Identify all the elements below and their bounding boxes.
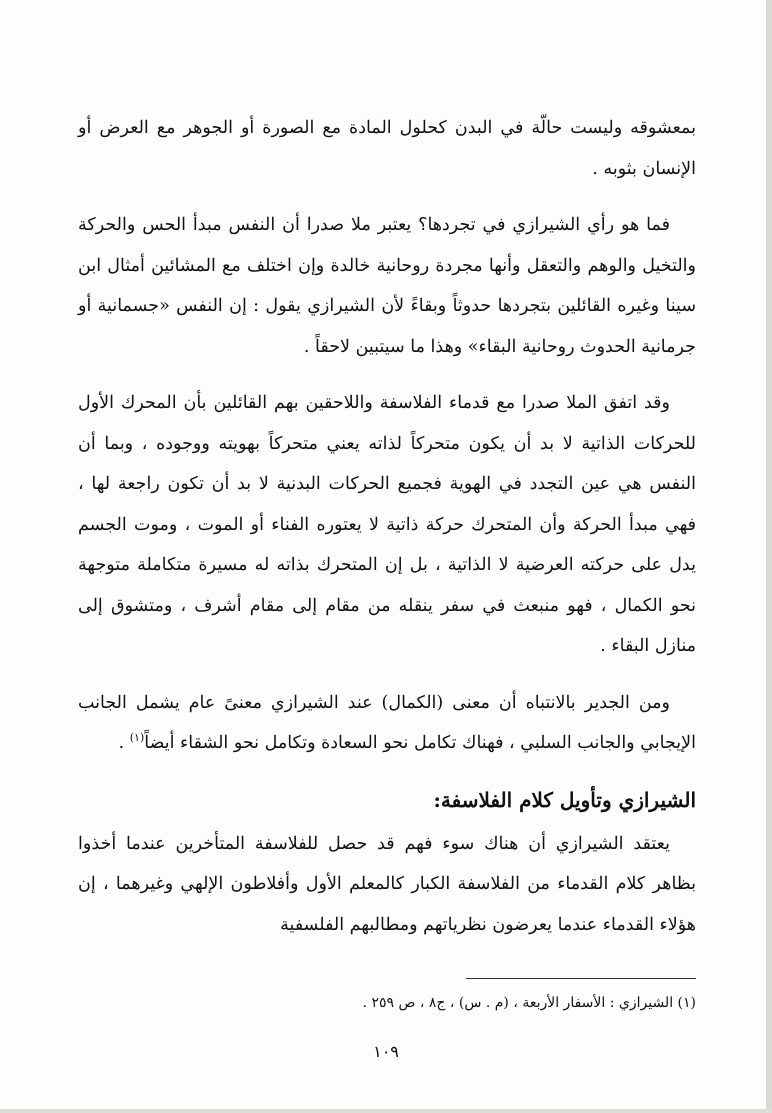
paragraph-5: يعتقد الشيرازي أن هناك سوء فهم قد حصل للفلاسفة المتأخرين عندما أخذوا بظاهر كلام القدماء من الفلاسفة الكبار كالمعلم الأول وأفلاطون الإلهي وغيرهما ، إن هؤلاء القدماء عندما يعرضون نظرياتهم ومطالبهم الفلسفية bbox=[78, 833, 696, 935]
footnote-divider bbox=[466, 978, 696, 979]
page-number: ١٠٩ bbox=[373, 1042, 399, 1061]
footnote-reference: (١) bbox=[129, 731, 145, 745]
paragraph-4-text: ومن الجدير بالانتباه أن معنى (الكمال) عند الشيرازي معنىً عام يشمل الجانب الإيجابي والجانب السلبي ، فهناك تكامل نحو السعادة وتكامل نحو الشقاء أيضاً bbox=[78, 692, 696, 753]
page-edge-shadow bbox=[766, 0, 772, 1113]
paragraph-2: فما هو رأي الشيرازي في تجردها؟ يعتبر ملا صدرا أن النفس مبدأ الحس والحركة والتخيل والوهم والتعقل وأنها مجردة روحانية خالدة وإن اختلف مع المشائين أمثال ابن سينا وغيره القائلين بتجردها حدوثاً وبقاءً لأن الشيرازي يقول : إن النفس «جسمانية أو جرمانية الحدوث روحانية البقاء» وهذا ما سيتبين لاحقاً . bbox=[78, 215, 696, 357]
paragraph-1: بمعشوقه وليست حالّة في البدن كحلول المادة مع الصورة أو الجوهر مع العرض أو الإنسان بثوبه . bbox=[78, 118, 696, 179]
paragraph-4 bbox=[78, 683, 696, 764]
paragraph-4-end: . bbox=[118, 733, 130, 753]
paragraph-3: وقد اتفق الملا صدرا مع قدماء الفلاسفة واللاحقين بهم القائلين بأن المحرك الأول للحركات الذاتية لا بد أن يكون متحركاً لذاته يعني متحركاً بهويته ووجوده ، وبما أن النفس هي عين التجدد في الهوية فجميع الحركات البدنية لا بد أن تكون راجعة لها ، فهي مبدأ الحركة وأن المتحرك حركة ذاتية لا يعتوره الفناء أو الموت ، وموت الجسم يدل على حركته العرضية لا الذاتية ، بل إن المتحرك بذاته له مسيرة متكاملة متوجهة نحو الكمال ، فهو منبعث في سفر ينقله من مقام إلى مقام أشرف ، ومتشوق إلى منازل البقاء . bbox=[78, 393, 696, 656]
page-bottom-shadow bbox=[0, 1109, 772, 1113]
footnote: (١) الشيرازي : الأسفار الأربعة ، (م . س) ، ج٨ ، ص ٢٥٩ . bbox=[362, 995, 696, 1011]
body-text bbox=[78, 108, 696, 945]
section-heading: الشيرازي وتأويل كلام الفلاسفة: bbox=[433, 787, 696, 812]
